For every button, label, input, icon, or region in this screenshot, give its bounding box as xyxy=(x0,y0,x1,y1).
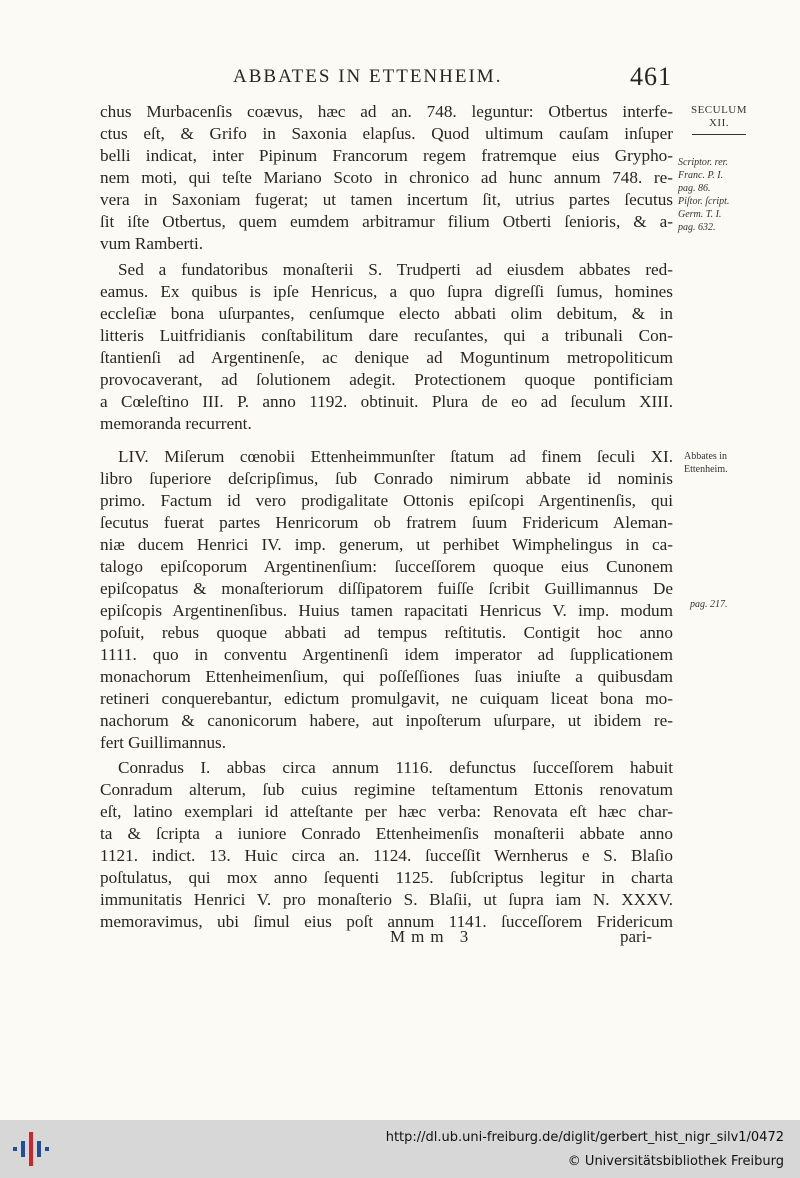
margin-note-line: Franc. P. I. xyxy=(678,170,724,181)
running-title: ABBATES IN ETTENHEIM. xyxy=(233,66,503,87)
text-line: monachorum Ettenheimenſium, qui poſſeſſiones ſuas iniuſte a quibusdam xyxy=(100,667,673,686)
text-line: ſecutus fuerat partes Henricorum ob fratrem ſuum Fridericum Aleman- xyxy=(100,513,673,532)
text-line: a Cœleſtino III. P. anno 1192. obtinuit. Plura de eo ad ſeculum XIII. xyxy=(100,392,673,411)
margin-rule xyxy=(692,134,746,135)
margin-note-line: Piſtor. ſcript. xyxy=(678,196,730,207)
text-line: Sed a fundatoribus monaſterii S. Trudperti ad eiusdem abbates red- xyxy=(118,260,673,279)
text-line: talogo epiſcoporum Argentinenſium: ſucceſſorem quoque eius Cunonem xyxy=(100,557,673,576)
source-url-link[interactable] xyxy=(386,1130,784,1145)
library-logo-icon xyxy=(10,1128,52,1170)
seculum-label: SECULUM xyxy=(690,104,748,116)
text-line: eccleſiæ bona uſurpantes, cenſumque electo abbati olim debitum, & in xyxy=(100,304,673,323)
text-line: chus Murbacenſis coævus, hæc ad an. 748. leguntur: Otbertus interfe- xyxy=(100,102,673,121)
text-line: nachorum & canonicorum habere, aut inpoſterum uſurpare, ut ibidem re- xyxy=(100,711,673,730)
text-line: provocaverant, ad ſolutionem adegit. Protectionem quoque pontificiam xyxy=(100,370,673,389)
text-line: memoravimus, ubi ſimul eius poſt annum 1141. ſucceſſorem Fridericum xyxy=(100,912,673,931)
paragraph-3 xyxy=(100,446,673,754)
text-line: poſtulatus, qui mox anno ſequenti 1125. ſubſcriptus legitur in charta xyxy=(100,868,673,887)
margin-sources xyxy=(678,156,760,234)
text-line: ſtantienſi ad Argentinenſe, ac denique ad Moguntinum metropoliticum xyxy=(100,348,673,367)
seculum-number: XII. xyxy=(708,117,730,129)
text-line: libro ſuperiore deſcripſimus, ſub Conrado nimirum abbate id nominis xyxy=(100,469,673,488)
margin-note-line: Scriptor. rer. xyxy=(678,157,728,168)
margin-note-line: Germ. T. I. xyxy=(678,209,722,220)
text-line: eſt, latino exemplari id atteſtante per hæc verba: Renovata eſt hæc char- xyxy=(100,802,673,821)
margin-note-line: pag. 632. xyxy=(678,222,716,233)
text-line: Conradum alterum, ſub cuius regimine teſtamentum Ettonis renovatum xyxy=(100,780,673,799)
margin-note-line: Ettenheim. xyxy=(684,464,728,475)
text-line: ſit iſte Otbertus, quem eumdem arbitramur filium Otberti ſenioris, & a- xyxy=(100,212,673,231)
text-line: 1121. indict. 13. Huic circa an. 1124. ſucceſſit Wernherus e S. Blaſio xyxy=(100,846,673,865)
text-line: fert Guillimannus. xyxy=(100,733,227,752)
text-line: LIV. Miſerum cœnobii Ettenheimmunſter ſtatum ad finem ſeculi XI. xyxy=(118,447,673,466)
text-line: litteris Luitfridianis conſtabilitum dare recuſantes, qui a tribunali Con- xyxy=(100,326,673,345)
text-line: immunitatis Henrici V. pro monaſterio S. Blaſii, ut ſupra iam N. XXXV. xyxy=(100,890,673,909)
text-line: nem moti, qui teſte Mariano Scoto in chronico ad hunc annum 748. re- xyxy=(100,168,673,187)
source-url-text[interactable]: http://dl.ub.uni-freiburg.de/diglit/gerbert_hist_nigr_silv1/0472 xyxy=(385,1130,784,1145)
text-line: memoranda recurrent. xyxy=(100,414,252,433)
text-line: vum Ramberti. xyxy=(100,234,204,253)
text-line: epiſcopis Argentinenſibus. Huius tamen rapacitati Henricus V. imp. modum xyxy=(100,601,673,620)
text-line: eamus. Ex quibus is ipſe Henricus, a quo ſupra digreſſi ſumus, homines xyxy=(100,282,673,301)
catchword: pari- xyxy=(620,927,653,946)
margin-abbates xyxy=(684,450,766,476)
text-line: belli indicat, inter Pipinum Francorum regem fratremque eius Grypho- xyxy=(100,146,673,165)
text-line: primo. Factum id vero prodigalitate Ottonis epiſcopi Argentinenſis, qui xyxy=(100,491,673,510)
margin-note-line: Abbates in xyxy=(684,451,728,462)
margin-seculum xyxy=(678,104,760,137)
text-line: poſuit, rebus quoque abbati ad tempus reſtitutis. Contigit hoc anno xyxy=(100,623,673,642)
viewer-footer xyxy=(0,1120,800,1178)
copyright-notice xyxy=(568,1154,784,1169)
text-line: niæ ducem Henrici IV. imp. generum, ut perhibet Wimphelingus in ca- xyxy=(100,535,673,554)
margin-note-line: pag. 86. xyxy=(678,183,711,194)
paragraph-1 xyxy=(100,101,673,255)
paragraph-4 xyxy=(100,757,673,933)
margin-pag-ref: pag. 217. xyxy=(690,599,728,610)
text-line: 1111. quo in conventu Argentinenſi idem imperator ad ſupplicationem xyxy=(100,645,673,664)
text-line: vera in Saxoniam fugerat; ut tamen incertum ſit, utrius partes ſecutus xyxy=(100,190,673,209)
copyright-text: © Universitätsbibliothek Freiburg xyxy=(567,1154,784,1169)
page-number: 461 xyxy=(630,62,672,91)
signature-mark: Mmm 3 xyxy=(390,927,475,946)
text-line: Conradus I. abbas circa annum 1116. defunctus ſucceſſorem habuit xyxy=(118,758,673,777)
paragraph-2 xyxy=(100,259,673,435)
text-line: retineri conquerebantur, edictum promulgavit, ne cuiquam liceat bona mo- xyxy=(100,689,673,708)
text-line: ctus eſt, & Grifo in Saxonia elapſus. Quod ultimum cauſam inſuper xyxy=(100,124,673,143)
text-line: epiſcopatus & monaſteriorum diſſipatorem fuiſſe ſcribit Guillimannus De xyxy=(100,579,673,598)
page-header xyxy=(0,62,800,102)
text-line: ta & ſcripta a iuniore Conrado Ettenheimenſis monaſterii abbate anno xyxy=(100,824,673,843)
